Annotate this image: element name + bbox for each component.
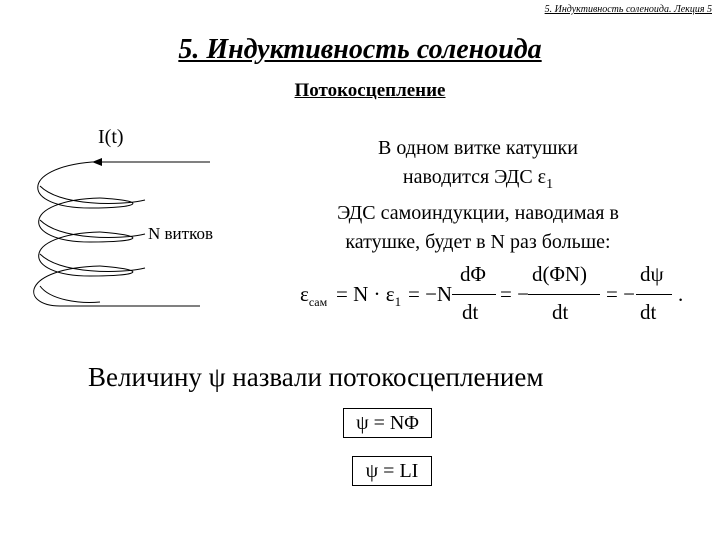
explanation-text [288, 134, 668, 257]
frac2-numerator: d(ΦN) [532, 262, 588, 286]
current-arrowhead [92, 158, 102, 166]
header-note: 5. Индуктивность соленоида. Лекция 5 [544, 4, 712, 15]
emf-equation [296, 262, 696, 326]
frac3-bar [636, 294, 672, 295]
slide-title: 5. Индуктивность соленоида [178, 34, 542, 65]
frac1-denominator: dt [462, 300, 479, 324]
coil-front-3 [40, 254, 145, 271]
coil-front-1 [40, 186, 145, 203]
frac3-denominator: dt [640, 300, 657, 324]
frac1-bar [452, 294, 496, 295]
coil-turn-3 [39, 232, 133, 276]
formula-inductance-box: ψ = LI [352, 456, 432, 486]
eq-term-4: = − [606, 282, 635, 306]
statement: Величину ψ назвали потокосцеплением [88, 362, 544, 392]
eq-term-2: = −N [408, 282, 453, 306]
explanation-line-4: катушке, будет в N раз больше: [345, 231, 611, 253]
frac2-bar [528, 294, 600, 295]
formula-flux-box: ψ = NΦ [343, 408, 432, 438]
coil-turn-2 [39, 198, 133, 242]
explanation-line-3: ЭДС самоиндукции, наводимая в [337, 202, 619, 224]
coil-turn-1 [38, 162, 133, 208]
eq-term-3: = − [500, 282, 529, 306]
coil-front-4 [40, 286, 100, 302]
eq-lhs: $\varepsilon_{сам}$ [300, 282, 328, 310]
eq-end: . [678, 282, 684, 306]
current-label: I(t) [98, 126, 124, 148]
explanation-line-1: В одном витке катушки [378, 137, 578, 159]
frac1-numerator: dΦ [460, 262, 486, 286]
section-heading: Потокосцепление [294, 80, 446, 101]
frac2-denominator: dt [552, 300, 569, 324]
frac3-numerator: dψ [640, 262, 664, 286]
eq-term-1: = $N \cdot \varepsilon_1$ [336, 282, 402, 310]
coil-front-2 [40, 220, 145, 237]
turns-label: N витков [148, 224, 214, 243]
explanation-line-2: наводится ЭДС $\varepsilon_1$ [402, 166, 554, 192]
